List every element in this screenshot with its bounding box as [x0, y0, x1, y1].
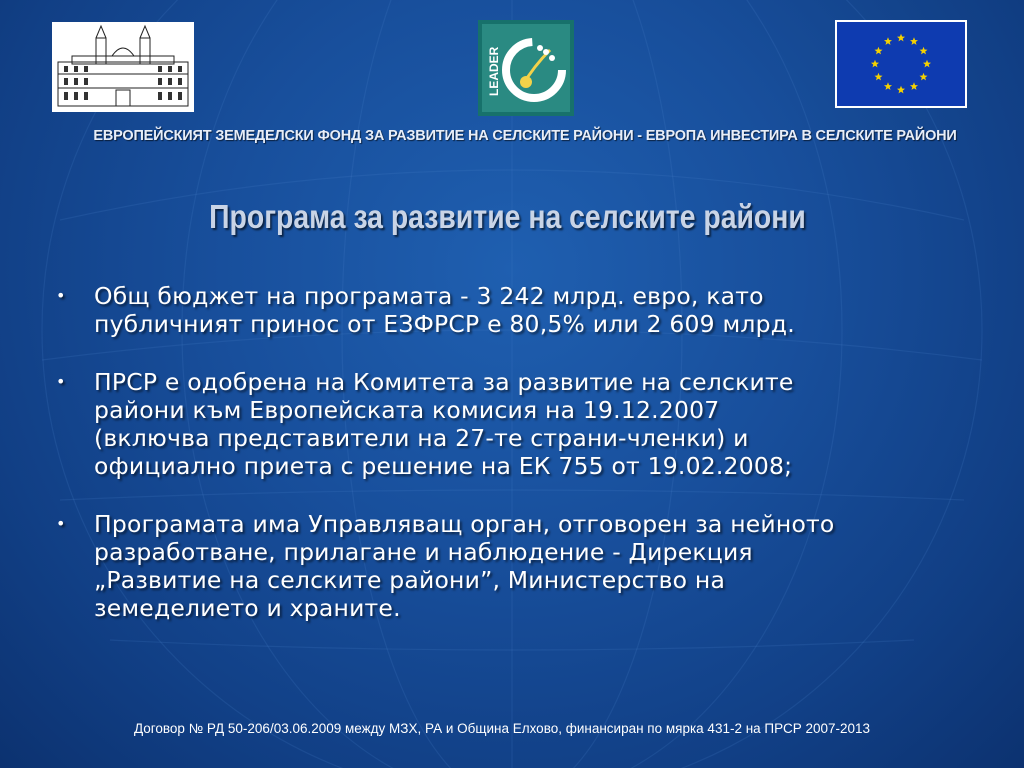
- eu-flag-logo: [835, 20, 967, 108]
- star-icon: [910, 37, 918, 45]
- slide-title: Програма за развитие на селските райони: [209, 198, 806, 235]
- leader-logo: [478, 20, 574, 116]
- bullet-item: [56, 368, 986, 480]
- bullet-line: земеделието и храните.: [94, 594, 401, 622]
- star-icon: [923, 60, 931, 68]
- star-icon: [897, 86, 905, 94]
- star-icon: [884, 82, 892, 90]
- leader-logo-text: LEADER: [487, 46, 501, 96]
- bullet-line: Общ бюджет на програмата - 3 242 млрд. евро, като: [94, 282, 764, 310]
- bullet-line: публичният принос от ЕЗФРСР е 80,5% или 2 609 млрд.: [94, 310, 795, 338]
- eu-stars-icon: [837, 22, 965, 106]
- star-icon: [871, 60, 879, 68]
- star-icon: [875, 73, 883, 81]
- bullet-item: [56, 510, 986, 622]
- bullet-item: [56, 282, 986, 338]
- star-icon: [920, 73, 928, 81]
- contract-footer: Договор № РД 50-206/03.06.2009 между МЗХ, РА и Община Елхово, финансиран по мярка 431-2 на ПРСР 2007-2013: [133, 721, 871, 736]
- fund-header: ЕВРОПЕЙСКИЯТ ЗЕМЕДЕЛСКИ ФОНД ЗА РАЗВИТИЕ НА СЕЛСКИТЕ РАЙОНИ - ЕВРОПА ИНВЕСТИРА В СЕЛСКИТЕ РАЙОНИ: [93, 128, 957, 144]
- bullet-line: официално приета с решение на ЕК 755 от 19.02.2008;: [94, 452, 793, 480]
- bullet-marker: •: [56, 286, 66, 305]
- star-icon: [920, 47, 928, 55]
- bullet-marker: •: [56, 372, 66, 391]
- municipality-building-logo: [52, 22, 194, 112]
- star-icon: [875, 47, 883, 55]
- bullet-list: [56, 282, 986, 652]
- bullet-line: „Развитие на селските райони”, Министерство на: [94, 566, 726, 594]
- star-icon: [910, 82, 918, 90]
- bullet-marker: •: [56, 514, 66, 533]
- bullet-line: ПРСР е одобрена на Комитета за развитие на селските: [94, 368, 794, 396]
- star-icon: [884, 37, 892, 45]
- bullet-line: (включва представители на 27-те страни-членки) и: [94, 424, 749, 452]
- star-icon: [897, 34, 905, 42]
- bullet-line: райони към Европейската комисия на 19.12.2007: [94, 396, 720, 424]
- bullet-line: Програмата има Управляващ орган, отговорен за нейното: [94, 510, 835, 538]
- bullet-line: разработване, прилагане и наблюдение - Дирекция: [94, 538, 753, 566]
